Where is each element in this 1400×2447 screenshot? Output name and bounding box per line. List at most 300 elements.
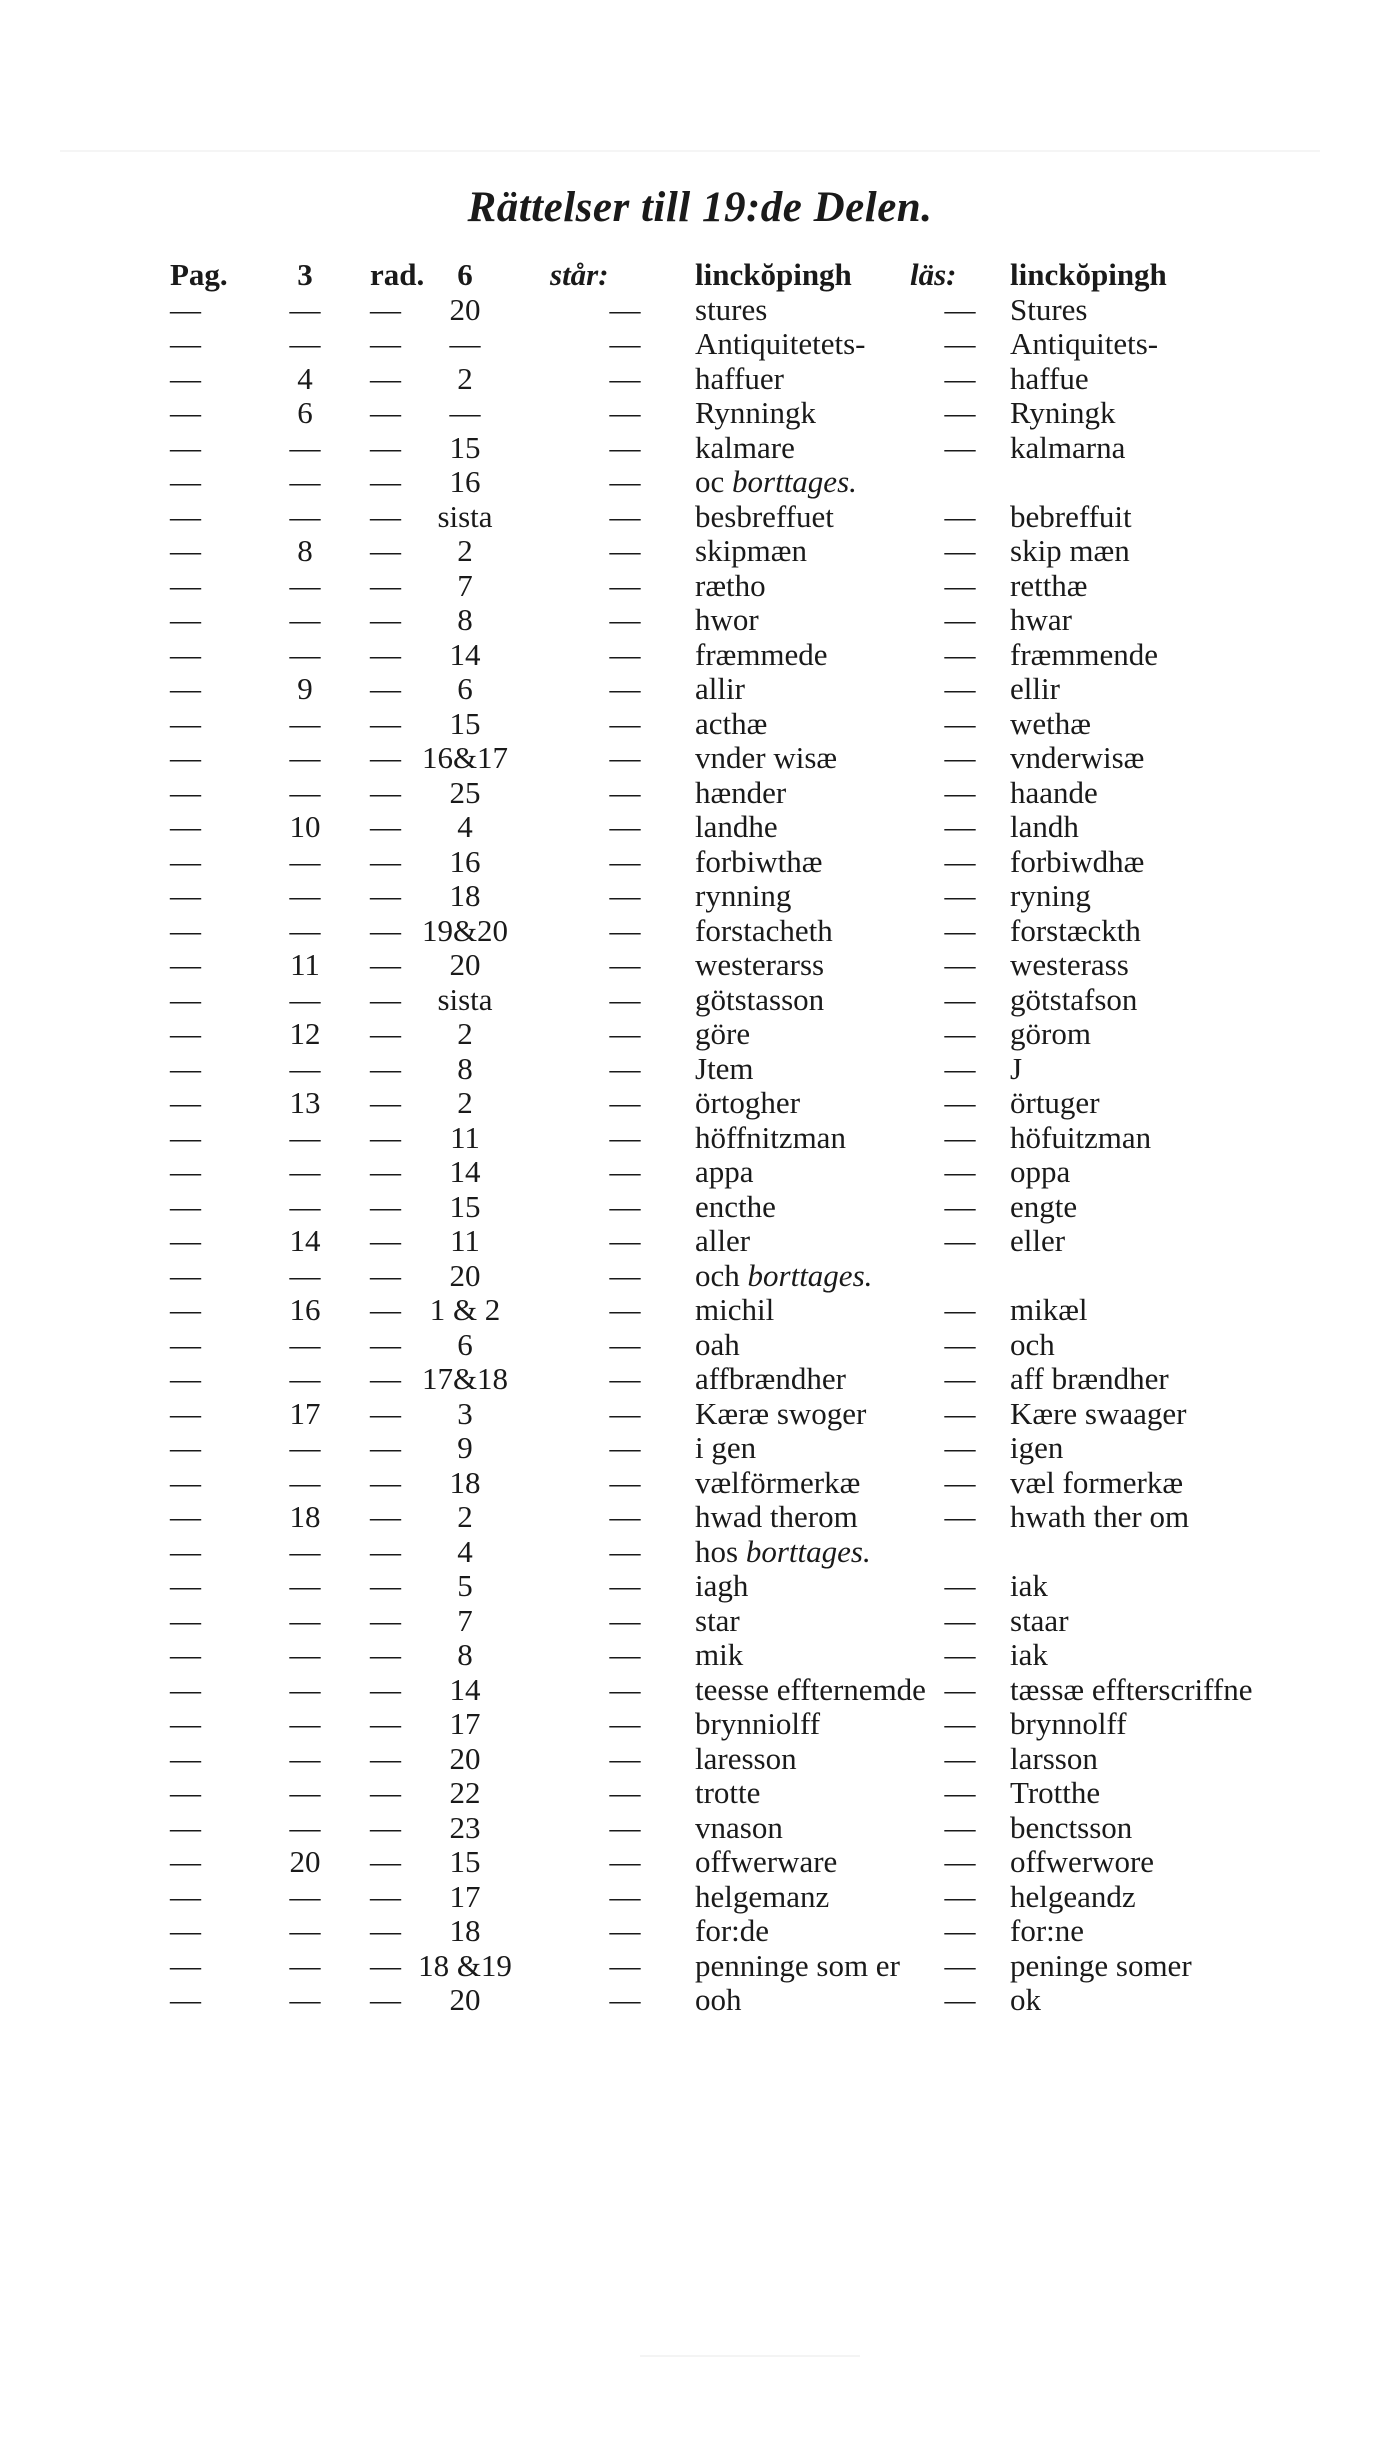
page-number: — [289, 326, 321, 361]
new-reading: Trotthe [1010, 1775, 1101, 1810]
star-dash: — [609, 395, 641, 430]
pag-dash: — [170, 1326, 201, 1362]
errata-row [170, 1293, 1290, 1328]
star-dash: — [609, 291, 641, 327]
star-dash: — [609, 912, 641, 948]
rad-dash: — [370, 947, 401, 982]
old-reading-text: acthæ [695, 705, 768, 741]
pag-dash: — [170, 1982, 201, 2017]
line-number: 14 [449, 1154, 481, 1189]
new-reading: for:ne [1010, 1913, 1085, 1948]
pag-dash: — [170, 1223, 201, 1258]
deletion-note: borttages. [745, 1533, 871, 1569]
errata-row [170, 1259, 1290, 1294]
page-number: — [289, 1430, 321, 1465]
errata-row [170, 500, 1290, 535]
las-dash: — [944, 498, 976, 534]
rad-dash: — [370, 981, 401, 1017]
las-dash: — [944, 602, 976, 637]
new-reading: helgeandz [1010, 1878, 1136, 1914]
line-number: 2 [457, 360, 473, 396]
rad-dash: — [370, 1464, 401, 1500]
errata-row [170, 569, 1290, 604]
pag-dash: — [170, 809, 201, 844]
old-reading-text: Rynningk [695, 395, 817, 430]
pag-dash: — [170, 1568, 201, 1603]
rad-dash: — [370, 1844, 401, 1879]
rad-dash: — [370, 1671, 401, 1707]
las-dash: — [944, 1878, 976, 1914]
old-reading-text: teesse effternemde [695, 1671, 926, 1707]
las-dash: — [944, 1568, 976, 1603]
page-number: — [289, 774, 321, 810]
pag-dash: — [170, 498, 201, 534]
rad-dash: — [370, 395, 401, 430]
old-reading-text: forstacheth [695, 912, 833, 948]
star-dash: — [609, 774, 641, 810]
line-number: sista [437, 981, 493, 1017]
deletion-note: borttages. [747, 1257, 873, 1293]
errata-row [170, 1397, 1290, 1432]
pag-dash: — [170, 1913, 201, 1948]
page-number: — [289, 602, 321, 637]
rad-dash: — [370, 1154, 401, 1189]
errata-row [170, 431, 1290, 466]
line-number: 16 [449, 464, 481, 499]
new-reading: fræmmende [1010, 636, 1159, 672]
line-number: 20 [449, 1740, 481, 1776]
new-reading: larsson [1010, 1740, 1098, 1776]
old-reading-text: laresson [695, 1740, 797, 1776]
las-dash: — [944, 1292, 976, 1327]
las-dash: — [944, 1602, 976, 1638]
las-dash: — [944, 1637, 976, 1672]
line-number: 18 [449, 1913, 481, 1948]
rad-dash: — [370, 326, 401, 361]
star-dash: — [609, 1395, 641, 1431]
rad-dash: — [370, 533, 401, 568]
page-number: — [289, 464, 321, 499]
line-number: 17&18 [421, 1361, 509, 1396]
las-dash: — [944, 1671, 976, 1707]
star-dash: — [609, 636, 641, 672]
page-number: — [289, 1326, 321, 1362]
old-reading-text: fræmmede [695, 636, 828, 672]
pag-dash: — [170, 533, 201, 568]
pag-dash: — [170, 1050, 201, 1086]
rad-dash: — [370, 291, 401, 327]
page-number: 4 [297, 360, 313, 396]
new-reading: forstæckth [1010, 912, 1141, 948]
errata-row [170, 1638, 1290, 1673]
pag-label: Pag. [170, 257, 228, 292]
star-dash: — [609, 1740, 641, 1776]
pag-dash: — [170, 1809, 201, 1845]
errata-row [170, 1673, 1290, 1708]
old-reading [695, 1259, 1065, 1294]
las-dash: — [944, 981, 976, 1017]
old-reading-text: hwad therom [695, 1499, 858, 1534]
old-reading-text: brynniolff [695, 1706, 821, 1741]
old-reading-text: Kæræ swoger [695, 1395, 867, 1431]
star-dash: — [609, 1326, 641, 1362]
line-number: 3 [457, 1395, 473, 1431]
errata-row [170, 948, 1290, 983]
old-reading-text: göre [695, 1016, 751, 1051]
las-dash: — [944, 1016, 976, 1051]
las-label: läs: [910, 257, 957, 292]
errata-row [170, 603, 1290, 638]
las-dash: — [944, 636, 976, 672]
new-reading: tæssæ effterscriffne [1010, 1671, 1253, 1707]
line-number: 15 [449, 429, 481, 465]
page-number: — [289, 1740, 321, 1776]
pag-dash: — [170, 1706, 201, 1741]
pag-dash: — [170, 981, 201, 1017]
page-number: — [289, 705, 321, 741]
las-dash: — [944, 429, 976, 465]
errata-row [170, 465, 1290, 500]
pag-dash: — [170, 1257, 201, 1293]
new-reading: Antiquitets- [1010, 326, 1159, 361]
line-number: 18 [449, 1464, 481, 1500]
new-reading: ryning [1010, 878, 1091, 913]
page-number: — [289, 1809, 321, 1845]
old-reading-text: helgemanz [695, 1878, 830, 1914]
las-dash: — [944, 1947, 976, 1983]
line-number: 25 [449, 774, 481, 810]
las-dash: — [944, 567, 976, 603]
star-dash: — [609, 1292, 641, 1327]
errata-row [170, 1190, 1290, 1225]
pag-dash: — [170, 878, 201, 913]
errata-row [170, 1776, 1290, 1811]
old-reading-text: besbreffuet [695, 498, 834, 534]
old-reading-text: kalmare [695, 429, 795, 465]
line-number: 20 [449, 1982, 481, 2017]
star-dash: — [609, 1085, 641, 1120]
star-dash: — [609, 1119, 641, 1155]
las-dash: — [944, 740, 976, 775]
las-dash: — [944, 1706, 976, 1741]
las-dash: — [944, 1085, 976, 1120]
line-number: 15 [449, 705, 481, 741]
star-dash: — [609, 981, 641, 1017]
star-dash: — [609, 1947, 641, 1983]
rad-dash: — [370, 1568, 401, 1603]
page-number: — [289, 981, 321, 1017]
pag-dash: — [170, 1016, 201, 1051]
old-reading-text: appa [695, 1154, 754, 1189]
new-reading: retthæ [1010, 567, 1088, 603]
star-dash: — [609, 1809, 641, 1845]
errata-row [170, 1742, 1290, 1777]
errata-row [170, 638, 1290, 673]
pag-dash: — [170, 1430, 201, 1465]
las-dash: — [944, 1050, 976, 1086]
pag-dash: — [170, 1740, 201, 1776]
star-dash: — [609, 947, 641, 982]
line-number: 17 [449, 1706, 481, 1741]
page-number: — [289, 429, 321, 465]
rad-dash: — [370, 1499, 401, 1534]
old-reading-text: stures [695, 291, 768, 327]
pag-dash: — [170, 1878, 201, 1914]
old-reading-text: i gen [695, 1430, 757, 1465]
rad-dash: — [370, 1085, 401, 1120]
rad-dash: — [370, 1947, 401, 1983]
old-reading [695, 465, 1065, 500]
las-dash: — [944, 1326, 976, 1362]
errata-row [170, 1155, 1290, 1190]
old-reading-text: och [695, 1257, 740, 1293]
rad-dash: — [370, 843, 401, 879]
rad-dash: — [370, 1775, 401, 1810]
rad-dash: — [370, 1706, 401, 1741]
line-number: 2 [457, 1016, 473, 1051]
page-number: 11 [290, 947, 320, 982]
line-number: 20 [449, 1257, 481, 1293]
line-number: 2 [457, 1499, 473, 1534]
errata-row [170, 1914, 1290, 1949]
las-dash: — [944, 1775, 976, 1810]
page-edge-shadow [640, 2355, 860, 2357]
las-dash: — [944, 1119, 976, 1155]
star-dash: — [609, 602, 641, 637]
star-dash: — [609, 1844, 641, 1879]
old-reading-text: ooh [695, 1982, 742, 2017]
new-reading: aff brændher [1010, 1361, 1169, 1396]
new-reading: ok [1010, 1982, 1041, 2017]
old-reading-text: rynning [695, 878, 792, 913]
line-number: 5 [457, 1568, 473, 1603]
pag-dash: — [170, 1154, 201, 1189]
errata-row [170, 1466, 1290, 1501]
line-number: 1 & 2 [429, 1292, 501, 1327]
pag-dash: — [170, 1085, 201, 1120]
rad-dash: — [370, 1292, 401, 1327]
page-number: — [289, 636, 321, 672]
rad-label: rad. [370, 257, 425, 292]
new-reading: haande [1010, 774, 1098, 810]
errata-table [170, 258, 1290, 2018]
page-number: 10 [289, 809, 321, 844]
line-number: 17 [449, 1878, 481, 1914]
rad-dash: — [370, 1016, 401, 1051]
star-dash: — [609, 1533, 641, 1569]
pag-dash: — [170, 705, 201, 741]
new-reading: westerass [1010, 947, 1129, 982]
star-dash: — [609, 326, 641, 361]
new-reading: offwerwore [1010, 1844, 1155, 1879]
las-dash: — [944, 533, 976, 568]
new-reading: görom [1010, 1016, 1091, 1051]
las-dash: — [944, 1844, 976, 1879]
las-dash: — [944, 1913, 976, 1948]
rad-dash: — [370, 1637, 401, 1672]
rad-dash: — [370, 1257, 401, 1293]
page-number: — [289, 843, 321, 879]
errata-row [170, 396, 1290, 431]
las-dash: — [944, 1982, 976, 2017]
header-new-reading: linckŏpingh [1010, 257, 1167, 292]
line-number: 15 [449, 1188, 481, 1224]
new-reading: forbiwdhæ [1010, 843, 1145, 879]
star-dash: — [609, 1361, 641, 1396]
line-number: 7 [457, 567, 473, 603]
star-dash: — [609, 1878, 641, 1914]
old-reading-text: vnder wisæ [695, 740, 838, 775]
page-number: — [289, 1568, 321, 1603]
new-reading: Kære swaager [1010, 1395, 1187, 1431]
old-reading-text: Jtem [695, 1050, 754, 1086]
rad-dash: — [370, 1223, 401, 1258]
rad-dash: — [370, 1740, 401, 1776]
rad-dash: — [370, 1395, 401, 1431]
new-reading: Stures [1010, 291, 1088, 327]
errata-row [170, 1086, 1290, 1121]
pag-dash: — [170, 326, 201, 361]
line-number: 8 [457, 1637, 473, 1672]
rad-dash: — [370, 1326, 401, 1362]
page-number: — [289, 1119, 321, 1155]
pag-dash: — [170, 1637, 201, 1672]
line-number: 6 [457, 1326, 473, 1362]
pag-dash: — [170, 1499, 201, 1534]
pag-dash: — [170, 1602, 201, 1638]
page-number: — [289, 1154, 321, 1189]
rad-dash: — [370, 1050, 401, 1086]
las-dash: — [944, 1188, 976, 1224]
page-number: 20 [289, 1844, 321, 1879]
old-reading-text: penninge som er [695, 1947, 900, 1983]
old-reading-text: götstasson [695, 981, 825, 1017]
las-dash: — [944, 1430, 976, 1465]
page-number: 17 [289, 1395, 321, 1431]
rad-dash: — [370, 774, 401, 810]
star-dash: — [609, 843, 641, 879]
rad-dash: — [370, 1913, 401, 1948]
page-number: — [289, 1671, 321, 1707]
line-number: 16 [449, 843, 481, 879]
errata-row [170, 1535, 1290, 1570]
pag-dash: — [170, 360, 201, 396]
new-reading: skip mæn [1010, 533, 1130, 568]
las-dash: — [944, 1499, 976, 1534]
las-dash: — [944, 326, 976, 361]
pag-dash: — [170, 1395, 201, 1431]
rad-dash: — [370, 1982, 401, 2017]
line-number: 19&20 [421, 912, 509, 948]
new-reading: vnderwisæ [1010, 740, 1145, 775]
pag-dash: — [170, 774, 201, 810]
star-dash: — [609, 464, 641, 499]
line-number: 18 [449, 878, 481, 913]
page-number: — [289, 1050, 321, 1086]
star-label: står: [550, 257, 609, 292]
star-dash: — [609, 1775, 641, 1810]
rad-dash: — [370, 1430, 401, 1465]
errata-row [170, 741, 1290, 776]
new-reading: peninge somer [1010, 1947, 1192, 1983]
page-number: — [289, 1602, 321, 1638]
errata-row [170, 1224, 1290, 1259]
new-reading: kalmarna [1010, 429, 1126, 465]
errata-row [170, 707, 1290, 742]
page-number: 9 [297, 671, 313, 706]
new-reading: staar [1010, 1602, 1069, 1638]
pag-dash: — [170, 671, 201, 706]
star-dash: — [609, 1430, 641, 1465]
rad-dash: — [370, 1188, 401, 1224]
star-dash: — [609, 533, 641, 568]
old-reading-text: michil [695, 1292, 775, 1327]
errata-row [170, 1604, 1290, 1639]
old-reading-text: allir [695, 671, 745, 706]
las-dash: — [944, 878, 976, 913]
las-dash: — [944, 947, 976, 982]
old-reading-text: aller [695, 1223, 751, 1258]
line-number: 6 [457, 671, 473, 706]
star-dash: — [609, 1188, 641, 1224]
star-dash: — [609, 705, 641, 741]
pag-dash: — [170, 567, 201, 603]
line-number: sista [437, 498, 493, 534]
new-reading: örtuger [1010, 1085, 1100, 1120]
las-dash: — [944, 774, 976, 810]
header-line-number: 6 [457, 257, 473, 292]
pag-dash: — [170, 1775, 201, 1810]
old-reading-text: offwerware [695, 1844, 838, 1879]
pag-dash: — [170, 740, 201, 775]
rad-dash: — [370, 567, 401, 603]
page-number: — [289, 498, 321, 534]
page-number: — [289, 1706, 321, 1741]
rad-dash: — [370, 498, 401, 534]
las-dash: — [944, 809, 976, 844]
star-dash: — [609, 567, 641, 603]
old-reading-text: for:de [695, 1913, 770, 1948]
line-number: — [449, 395, 481, 430]
old-reading-text: vnason [695, 1809, 783, 1845]
page-number: — [289, 1533, 321, 1569]
star-dash: — [609, 1982, 641, 2017]
las-dash: — [944, 1809, 976, 1845]
line-number: 18 &19 [418, 1947, 512, 1983]
new-reading: hwar [1010, 602, 1072, 637]
page-edge-shadow [60, 150, 1320, 152]
old-reading-text: affbrændher [695, 1361, 846, 1396]
page-number: — [289, 567, 321, 603]
pag-dash: — [170, 1671, 201, 1707]
page-number: — [289, 740, 321, 775]
pag-dash: — [170, 395, 201, 430]
line-number: — [449, 326, 481, 361]
star-dash: — [609, 1154, 641, 1189]
pag-dash: — [170, 1844, 201, 1879]
errata-header-row [170, 258, 1290, 293]
rad-dash: — [370, 705, 401, 741]
old-reading-text: örtogher [695, 1085, 801, 1120]
old-reading-text: skipmæn [695, 533, 807, 568]
rad-dash: — [370, 464, 401, 499]
las-dash: — [944, 1154, 976, 1189]
pag-dash: — [170, 1292, 201, 1327]
page-number: 16 [289, 1292, 321, 1327]
errata-row [170, 914, 1290, 949]
pag-dash: — [170, 602, 201, 637]
star-dash: — [609, 671, 641, 706]
